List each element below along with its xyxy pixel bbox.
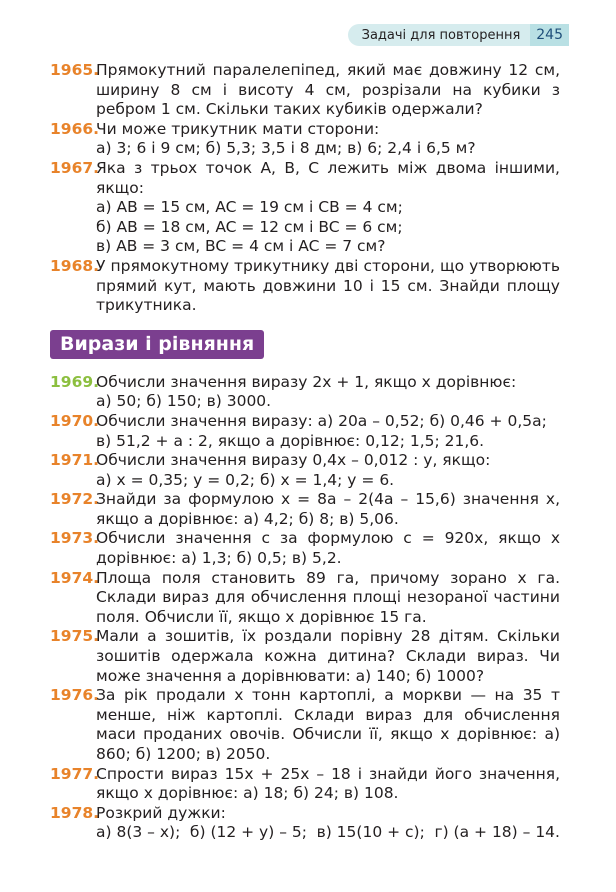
problem-line: Розкрий дужки: (96, 803, 226, 822)
problem-item (50, 765, 560, 804)
problem-text (96, 529, 560, 568)
problem-number: 1970. (50, 411, 100, 430)
problem-number: 1975. (50, 627, 100, 646)
problem-text (96, 120, 560, 159)
page-content (50, 61, 560, 843)
problem-line: Яка з трьох точок A, B, C лежить між двома іншими, якщо: (96, 158, 560, 197)
answer-options (96, 823, 560, 843)
problem-line: а) x = 0,35; y = 0,2; б) x = 1,4; y = 6. (96, 470, 395, 489)
problem-text (96, 804, 560, 843)
problem-line: а) 3; 6 і 9 см; б) 5,3; 3,5 і 8 дм; в) 6; 2,4 і 6,5 м? (96, 139, 476, 158)
problem-item (50, 490, 560, 529)
problem-line: Мали a зошитів, їх роздали порівну 28 дітям. Скільки зошитів одержала кожна дитина? Склади вираз. Чи може значення a дорівнювати: а) 140; б) 1000? (96, 627, 560, 685)
problem-item (50, 373, 560, 412)
problem-text (96, 412, 560, 451)
problem-line: За рік продали x тонн картоплі, а моркви — на 35 т менше, ніж картоплі. Склади вираз для обчислення маси проданих овочів. Обчисли її, якщо x дорівнює: а) 860; б) 1200; в) 2050. (96, 686, 560, 763)
problem-line: Чи може трикутник мати сторони: (96, 119, 380, 138)
problem-line: Обчисли значення виразу: а) 20a – 0,52; б) 0,46 + 0,5a; (96, 411, 547, 430)
problem-item (50, 61, 560, 120)
problem-line: Знайди за формулою x = 8a – 2(4a – 15,6) значення x, якщо a дорівнює: а) 4,2; б) 8; в) 5,06. (96, 490, 560, 528)
problem-line: У прямокутному трикутнику дві сторони, що утворюють прямий кут, мають довжини 10 і 15 см. Знайди площу трикутника. (96, 256, 560, 315)
problem-number: 1976. (50, 686, 100, 705)
problem-list-top (50, 61, 560, 316)
option-b: б) (12 + y) – 5; (189, 823, 307, 842)
problem-number: 1972. (50, 490, 100, 509)
problem-item (50, 529, 560, 568)
option-c: в) 15(10 + c); (316, 823, 425, 842)
header-title: Задачі для повторення (361, 27, 521, 43)
problem-line: а) 50; б) 150; в) 3000. (96, 392, 272, 411)
problem-number: 1968. (50, 256, 100, 275)
problem-number: 1966. (50, 119, 100, 138)
problem-item (50, 686, 560, 764)
problem-line: в) 51,2 + a : 2, якщо a дорівнює: 0,12; 1,5; 21,6. (96, 431, 485, 450)
problem-item (50, 120, 560, 159)
problem-line: Площа поля становить 89 га, причому зорано x га. Склади вираз для обчислення площі незораної частини поля. Обчисли її, якщо x дорівнює 15 га. (96, 568, 560, 626)
problem-number: 1973. (50, 529, 100, 548)
problem-line: Обчисли значення c за формулою c = 920x, якщо x дорівнює: а) 1,3; б) 0,5; в) 5,2. (96, 529, 560, 568)
problem-item (50, 627, 560, 686)
problem-text (96, 765, 560, 804)
problem-line: Обчисли значення виразу 2x + 1, якщо x дорівнює: (96, 372, 517, 391)
problem-number: 1974. (50, 568, 100, 587)
problem-line: Спрости вираз 15x + 25x – 18 і знайди його значення, якщо x дорівнює: а) 18; б) 24; в) 108. (96, 764, 560, 803)
problem-line: в) AB = 3 см, BC = 4 см і AC = 7 см? (96, 237, 386, 256)
problem-number: 1965. (50, 61, 100, 79)
problem-item (50, 451, 560, 490)
running-header (348, 24, 569, 46)
problem-list-bottom (50, 373, 560, 804)
section-heading: Вирази і рівняння (50, 330, 264, 359)
problem-number: 1969. (50, 372, 100, 391)
problem-text (96, 257, 560, 316)
problem-text (96, 451, 560, 490)
problem-text (96, 159, 560, 257)
problem-item (50, 159, 560, 257)
problem-text (96, 569, 560, 628)
problem-number: 1971. (50, 451, 100, 470)
problem-line: Прямокутний паралелепіпед, який має довжину 12 см, ширину 8 см і висоту 4 см, розрізали на кубики з ребром 1 см. Скільки таких кубиків одержали? (96, 61, 560, 119)
problem-1978 (50, 804, 560, 843)
problem-item (50, 257, 560, 316)
problem-line: Обчисли значення виразу 0,4x – 0,012 : y, якщо: (96, 451, 491, 470)
problem-item (50, 412, 560, 451)
problem-line: а) AB = 15 см, AC = 19 см і CB = 4 см; (96, 198, 403, 217)
problem-number: 1967. (50, 158, 100, 177)
problem-text (96, 373, 560, 412)
problem-text (96, 686, 560, 764)
problem-item (50, 569, 560, 628)
option-a: а) 8(3 – x); (96, 823, 181, 842)
page-number: 245 (530, 24, 569, 46)
problem-number: 1977. (50, 764, 100, 783)
problem-text (96, 61, 560, 120)
problem-text (96, 490, 560, 529)
problem-text (96, 627, 560, 686)
problem-number: 1978. (50, 803, 100, 822)
problem-line: б) AB = 18 см, AC = 12 см і BC = 6 см; (96, 217, 403, 236)
option-d: г) (a + 18) – 14. (434, 823, 560, 842)
